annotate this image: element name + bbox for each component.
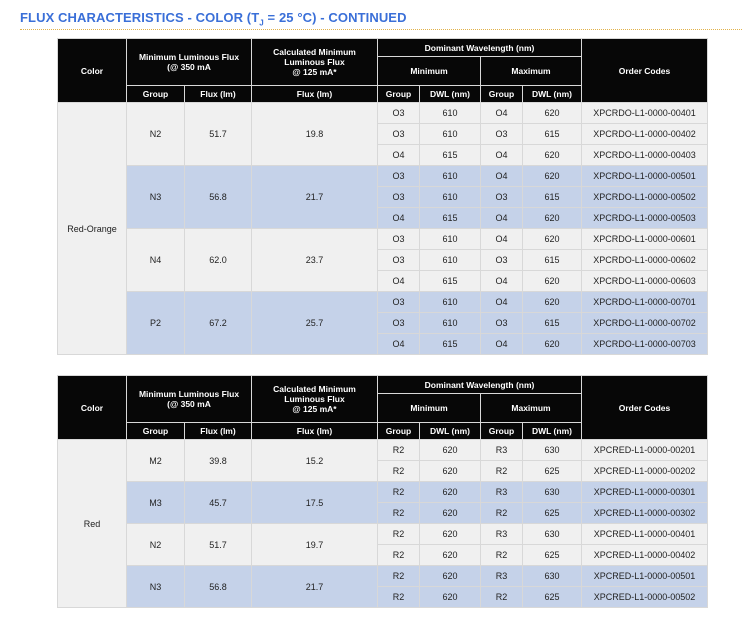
max-group-cell: R3 bbox=[481, 566, 523, 587]
subheader-calc-flux: Flux (lm) bbox=[252, 423, 378, 440]
table-row bbox=[58, 440, 708, 461]
min-dwl-cell: 610 bbox=[420, 124, 481, 145]
min-group-cell: O3 bbox=[378, 124, 420, 145]
max-dwl-cell: 620 bbox=[523, 208, 582, 229]
max-dwl-cell: 620 bbox=[523, 271, 582, 292]
max-dwl-cell: 625 bbox=[523, 545, 582, 566]
min-dwl-cell: 610 bbox=[420, 250, 481, 271]
header-color: Color bbox=[58, 376, 127, 440]
flux-group-cell: M2 bbox=[127, 440, 185, 482]
min-dwl-cell: 620 bbox=[420, 587, 481, 608]
max-group-cell: O4 bbox=[481, 334, 523, 355]
page-title: FLUX CHARACTERISTICS - COLOR ($T_J = 25$ °C) - CONTINUED bbox=[20, 10, 407, 28]
max-group-cell: O3 bbox=[481, 313, 523, 334]
max-group-cell: O4 bbox=[481, 166, 523, 187]
header-dominant-wavelength: Dominant Wavelength (nm) bbox=[378, 376, 582, 394]
min-dwl-cell: 615 bbox=[420, 208, 481, 229]
table-row bbox=[58, 482, 708, 503]
min-group-cell: O3 bbox=[378, 229, 420, 250]
flux-group-cell: N2 bbox=[127, 524, 185, 566]
subheader-flux: Flux (lm) bbox=[185, 86, 252, 103]
header-calc-min-flux: Calculated Minimum Luminous Flux @ 125 mA* bbox=[252, 39, 378, 86]
table-row bbox=[58, 103, 708, 124]
order-code-cell: XPCRDO-L1-0000-00603 bbox=[582, 271, 708, 292]
max-dwl-cell: 620 bbox=[523, 292, 582, 313]
min-dwl-cell: 620 bbox=[420, 545, 481, 566]
max-group-cell: R3 bbox=[481, 524, 523, 545]
calc-flux-cell: 17.5 bbox=[252, 482, 378, 524]
min-dwl-cell: 620 bbox=[420, 482, 481, 503]
calc-flux-cell: 19.8 bbox=[252, 103, 378, 166]
order-code-cell: XPCRDO-L1-0000-00601 bbox=[582, 229, 708, 250]
max-dwl-cell: 620 bbox=[523, 229, 582, 250]
max-group-cell: O3 bbox=[481, 124, 523, 145]
max-group-cell: R2 bbox=[481, 461, 523, 482]
min-group-cell: R2 bbox=[378, 587, 420, 608]
header-minimum: Minimum bbox=[378, 57, 481, 86]
order-code-cell: XPCRED-L1-0000-00501 bbox=[582, 566, 708, 587]
order-code-cell: XPCRED-L1-0000-00202 bbox=[582, 461, 708, 482]
max-dwl-cell: 620 bbox=[523, 166, 582, 187]
subheader-max-group: Group bbox=[481, 86, 523, 103]
order-code-cell: XPCRDO-L1-0000-00501 bbox=[582, 166, 708, 187]
flux-value-cell: 51.7 bbox=[185, 524, 252, 566]
subheader-calc-flux: Flux (lm) bbox=[252, 86, 378, 103]
table-row bbox=[58, 229, 708, 250]
min-group-cell: O3 bbox=[378, 166, 420, 187]
max-dwl-cell: 625 bbox=[523, 587, 582, 608]
min-group-cell: O4 bbox=[378, 208, 420, 229]
subheader-min-group: Group bbox=[378, 86, 420, 103]
order-code-cell: XPCRDO-L1-0000-00701 bbox=[582, 292, 708, 313]
calc-flux-cell: 21.7 bbox=[252, 566, 378, 608]
header-color: Color bbox=[58, 39, 127, 103]
flux-group-cell: M3 bbox=[127, 482, 185, 524]
max-group-cell: O4 bbox=[481, 271, 523, 292]
min-group-cell: R2 bbox=[378, 524, 420, 545]
min-group-cell: O3 bbox=[378, 103, 420, 124]
min-dwl-cell: 610 bbox=[420, 103, 481, 124]
color-cell: Red bbox=[58, 440, 127, 608]
header-order-codes: Order Codes bbox=[582, 39, 708, 103]
min-group-cell: R2 bbox=[378, 440, 420, 461]
max-dwl-cell: 630 bbox=[523, 440, 582, 461]
order-code-cell: XPCRED-L1-0000-00201 bbox=[582, 440, 708, 461]
table-row bbox=[58, 524, 708, 545]
max-group-cell: O4 bbox=[481, 103, 523, 124]
min-dwl-cell: 610 bbox=[420, 313, 481, 334]
subheader-group: Group bbox=[127, 423, 185, 440]
flux-table-red bbox=[57, 375, 708, 608]
max-group-cell: O4 bbox=[481, 208, 523, 229]
max-group-cell: O3 bbox=[481, 250, 523, 271]
subheader-flux: Flux (lm) bbox=[185, 423, 252, 440]
header-min-flux: Minimum Luminous Flux (@ 350 mA bbox=[127, 376, 252, 423]
flux-group-cell: N4 bbox=[127, 229, 185, 292]
min-dwl-cell: 620 bbox=[420, 524, 481, 545]
min-dwl-cell: 610 bbox=[420, 166, 481, 187]
header-dominant-wavelength: Dominant Wavelength (nm) bbox=[378, 39, 582, 57]
flux-value-cell: 62.0 bbox=[185, 229, 252, 292]
max-dwl-cell: 630 bbox=[523, 524, 582, 545]
header-minimum: Minimum bbox=[378, 394, 481, 423]
order-code-cell: XPCRDO-L1-0000-00402 bbox=[582, 124, 708, 145]
min-dwl-cell: 620 bbox=[420, 503, 481, 524]
flux-value-cell: 56.8 bbox=[185, 166, 252, 229]
min-dwl-cell: 610 bbox=[420, 229, 481, 250]
table-row bbox=[58, 166, 708, 187]
max-dwl-cell: 615 bbox=[523, 313, 582, 334]
max-dwl-cell: 625 bbox=[523, 503, 582, 524]
min-group-cell: R2 bbox=[378, 566, 420, 587]
subheader-max-group: Group bbox=[481, 423, 523, 440]
max-dwl-cell: 615 bbox=[523, 250, 582, 271]
subheader-max-dwl: DWL (nm) bbox=[523, 423, 582, 440]
min-group-cell: R2 bbox=[378, 482, 420, 503]
min-dwl-cell: 615 bbox=[420, 271, 481, 292]
max-dwl-cell: 630 bbox=[523, 482, 582, 503]
table-row bbox=[58, 292, 708, 313]
calc-flux-cell: 19.7 bbox=[252, 524, 378, 566]
order-code-cell: XPCRED-L1-0000-00502 bbox=[582, 587, 708, 608]
flux-value-cell: 45.7 bbox=[185, 482, 252, 524]
order-code-cell: XPCRED-L1-0000-00302 bbox=[582, 503, 708, 524]
subheader-min-group: Group bbox=[378, 423, 420, 440]
order-code-cell: XPCRED-L1-0000-00301 bbox=[582, 482, 708, 503]
order-code-cell: XPCRDO-L1-0000-00703 bbox=[582, 334, 708, 355]
order-code-cell: XPCRDO-L1-0000-00602 bbox=[582, 250, 708, 271]
min-group-cell: O4 bbox=[378, 271, 420, 292]
max-dwl-cell: 620 bbox=[523, 103, 582, 124]
header-maximum: Maximum bbox=[481, 394, 582, 423]
max-group-cell: O4 bbox=[481, 145, 523, 166]
order-code-cell: XPCRDO-L1-0000-00702 bbox=[582, 313, 708, 334]
flux-group-cell: N3 bbox=[127, 166, 185, 229]
calc-flux-cell: 23.7 bbox=[252, 229, 378, 292]
min-group-cell: R2 bbox=[378, 461, 420, 482]
max-group-cell: R3 bbox=[481, 440, 523, 461]
color-cell: Red-Orange bbox=[58, 103, 127, 355]
header-order-codes: Order Codes bbox=[582, 376, 708, 440]
max-dwl-cell: 620 bbox=[523, 334, 582, 355]
order-code-cell: XPCRDO-L1-0000-00503 bbox=[582, 208, 708, 229]
flux-table-red-orange bbox=[57, 38, 708, 355]
order-code-cell: XPCRDO-L1-0000-00502 bbox=[582, 187, 708, 208]
flux-value-cell: 39.8 bbox=[185, 440, 252, 482]
subheader-max-dwl: DWL (nm) bbox=[523, 86, 582, 103]
order-code-cell: XPCRED-L1-0000-00402 bbox=[582, 545, 708, 566]
calc-flux-cell: 15.2 bbox=[252, 440, 378, 482]
max-dwl-cell: 615 bbox=[523, 124, 582, 145]
order-code-cell: XPCRED-L1-0000-00401 bbox=[582, 524, 708, 545]
flux-value-cell: 51.7 bbox=[185, 103, 252, 166]
max-dwl-cell: 630 bbox=[523, 566, 582, 587]
subheader-min-dwl: DWL (nm) bbox=[420, 86, 481, 103]
min-dwl-cell: 620 bbox=[420, 566, 481, 587]
flux-group-cell: N2 bbox=[127, 103, 185, 166]
title-divider bbox=[20, 29, 742, 30]
max-dwl-cell: 620 bbox=[523, 145, 582, 166]
min-group-cell: O4 bbox=[378, 145, 420, 166]
min-dwl-cell: 610 bbox=[420, 187, 481, 208]
max-group-cell: R3 bbox=[481, 482, 523, 503]
min-dwl-cell: 615 bbox=[420, 145, 481, 166]
max-group-cell: O3 bbox=[481, 187, 523, 208]
max-group-cell: R2 bbox=[481, 545, 523, 566]
min-group-cell: R2 bbox=[378, 545, 420, 566]
flux-group-cell: N3 bbox=[127, 566, 185, 608]
header-maximum: Maximum bbox=[481, 57, 582, 86]
min-group-cell: O3 bbox=[378, 292, 420, 313]
min-group-cell: O3 bbox=[378, 250, 420, 271]
min-dwl-cell: 620 bbox=[420, 461, 481, 482]
flux-value-cell: 56.8 bbox=[185, 566, 252, 608]
calc-flux-cell: 25.7 bbox=[252, 292, 378, 355]
subheader-group: Group bbox=[127, 86, 185, 103]
max-group-cell: R2 bbox=[481, 587, 523, 608]
subheader-min-dwl: DWL (nm) bbox=[420, 423, 481, 440]
min-group-cell: O4 bbox=[378, 334, 420, 355]
min-dwl-cell: 620 bbox=[420, 440, 481, 461]
min-group-cell: O3 bbox=[378, 313, 420, 334]
max-group-cell: O4 bbox=[481, 229, 523, 250]
flux-value-cell: 67.2 bbox=[185, 292, 252, 355]
min-dwl-cell: 610 bbox=[420, 292, 481, 313]
min-dwl-cell: 615 bbox=[420, 334, 481, 355]
max-group-cell: O4 bbox=[481, 292, 523, 313]
calc-flux-cell: 21.7 bbox=[252, 166, 378, 229]
flux-group-cell: P2 bbox=[127, 292, 185, 355]
header-min-flux: Minimum Luminous Flux (@ 350 mA bbox=[127, 39, 252, 86]
header-calc-min-flux: Calculated Minimum Luminous Flux @ 125 mA* bbox=[252, 376, 378, 423]
order-code-cell: XPCRDO-L1-0000-00401 bbox=[582, 103, 708, 124]
min-group-cell: R2 bbox=[378, 503, 420, 524]
order-code-cell: XPCRDO-L1-0000-00403 bbox=[582, 145, 708, 166]
max-group-cell: R2 bbox=[481, 503, 523, 524]
max-dwl-cell: 625 bbox=[523, 461, 582, 482]
max-dwl-cell: 615 bbox=[523, 187, 582, 208]
min-group-cell: O3 bbox=[378, 187, 420, 208]
table-row bbox=[58, 566, 708, 587]
